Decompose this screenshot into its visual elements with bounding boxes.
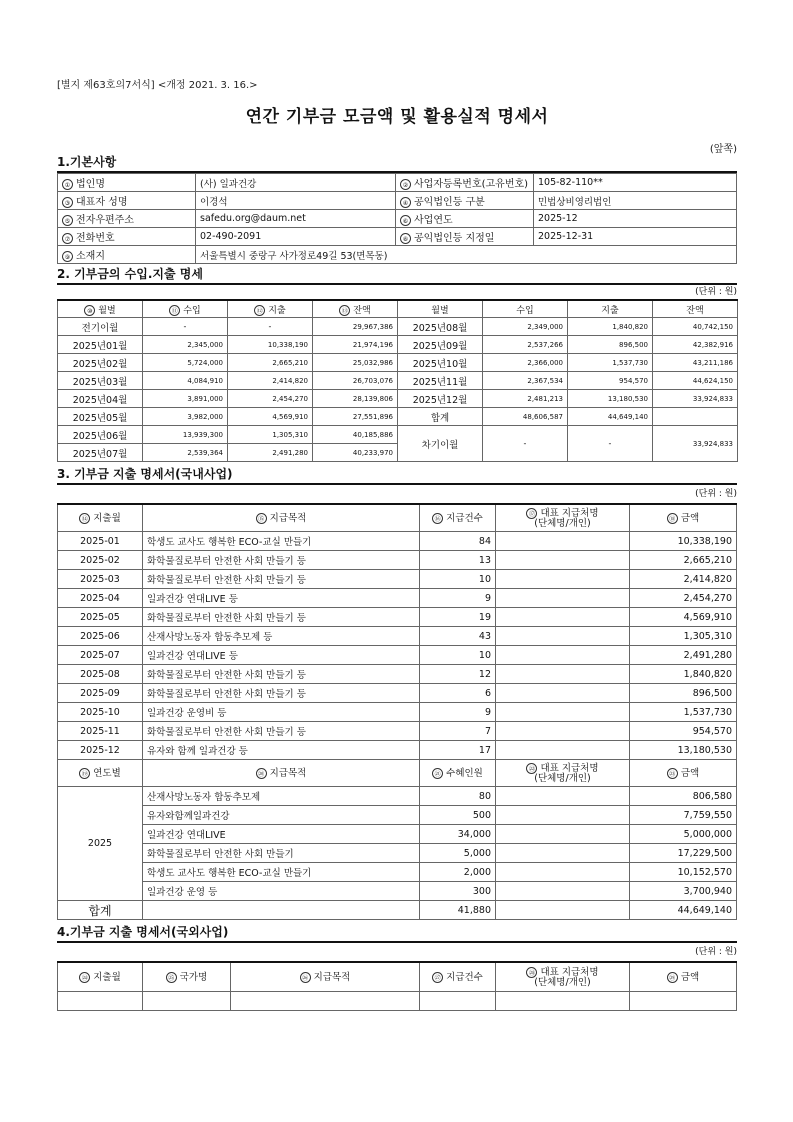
table-row: [58, 665, 737, 684]
purpose: 학생도 교사도 행복한 ECO-교실 만들기: [143, 532, 420, 551]
expense-month: 2025-06: [58, 627, 143, 646]
month-row: [58, 426, 738, 444]
amount: 13,180,530: [630, 741, 737, 760]
field-label-cell: [58, 174, 196, 192]
amount: 2,454,270: [630, 589, 737, 608]
amount: 806,580: [630, 787, 737, 806]
table-row: [58, 703, 737, 722]
count: 19: [420, 608, 496, 627]
field-label: 금액: [680, 767, 700, 779]
amount: 2,665,210: [630, 551, 737, 570]
item-number: ⑦: [62, 233, 73, 244]
expense-month: 2025-04: [58, 589, 143, 608]
total-row: [58, 901, 737, 920]
col-count: ㉗ 지급건수: [420, 962, 496, 992]
count: 10: [420, 646, 496, 665]
field-label: 공익법인등 지정일: [414, 233, 495, 244]
col-country: ㉕ 국가명: [143, 962, 231, 992]
representative: [496, 806, 630, 825]
col-amount: ㉙ 금액: [630, 962, 737, 992]
income-value: 2,366,000: [483, 354, 568, 372]
income-value: 48,606,587: [483, 408, 568, 426]
table-row: [58, 684, 737, 703]
field-label: 전자우편주소: [76, 215, 134, 226]
col-expense-month: ⑭ 지출월: [58, 504, 143, 532]
item-number: ⑲: [79, 768, 90, 779]
section2-unit: (단위 : 원): [695, 287, 737, 297]
field-label-cell: [396, 174, 534, 192]
month-row: [58, 372, 738, 390]
amount: 3,700,940: [630, 882, 737, 901]
balance-value: 25,032,986: [313, 354, 398, 372]
count: 7: [420, 722, 496, 741]
balance-value: 33,924,833: [653, 390, 738, 408]
amount: 10,152,570: [630, 863, 737, 882]
expense-value: 1,537,730: [568, 354, 653, 372]
table-row: [58, 551, 737, 570]
amount: 954,570: [630, 722, 737, 741]
field-label: (단체명/개인): [534, 772, 591, 784]
field-value: 이경석: [196, 192, 396, 210]
count: 6: [420, 684, 496, 703]
expense-month: 2025-09: [58, 684, 143, 703]
field-label: 전화번호: [76, 233, 115, 244]
month-row: [58, 408, 738, 426]
field-value: 민법상비영리법인: [534, 192, 737, 210]
month-label: 2025년05월: [58, 408, 143, 426]
balance-value: 29,967,386: [313, 318, 398, 336]
beneficiaries: 500: [420, 806, 496, 825]
beneficiaries: 5,000: [420, 844, 496, 863]
field-value: 2025-12-31: [534, 228, 737, 246]
representative: [496, 532, 630, 551]
balance-value: 44,624,150: [653, 372, 738, 390]
document-title: 연간 기부금 모금액 및 활용실적 명세서: [245, 107, 549, 127]
representative: [496, 863, 630, 882]
expense-value: 2,665,210: [228, 354, 313, 372]
col-rep: ㉘ 대표 지급처명 (단체명/개인): [496, 962, 630, 992]
representative: [496, 825, 630, 844]
table-row: [58, 646, 737, 665]
total-label: 합계: [58, 901, 143, 920]
info-row: [58, 210, 737, 228]
table-row: [58, 627, 737, 646]
expense-value: 1,305,310: [228, 426, 313, 444]
expense-value: 10,338,190: [228, 336, 313, 354]
amount: 5,000,000: [630, 825, 737, 844]
amount: 2,491,280: [630, 646, 737, 665]
expense-month: 2025-05: [58, 608, 143, 627]
field-label: 연도별: [93, 767, 121, 779]
field-label: 대표자 성명: [76, 197, 128, 208]
item-number: ①: [62, 179, 73, 190]
carry-over-label: 차기이월: [398, 426, 483, 462]
count: 12: [420, 665, 496, 684]
month-row: [58, 390, 738, 408]
expense-value: 13,180,530: [568, 390, 653, 408]
address-row: [58, 246, 737, 264]
beneficiaries: 300: [420, 882, 496, 901]
income-value: 2,345,000: [143, 336, 228, 354]
representative: [496, 570, 630, 589]
balance-value: 27,551,896: [313, 408, 398, 426]
field-label: 소재지: [76, 251, 105, 262]
count: 10: [420, 570, 496, 589]
col-rep: [496, 760, 630, 787]
expense-value: 1,840,820: [568, 318, 653, 336]
expense-value: 4,569,910: [228, 408, 313, 426]
item-number: ㉒: [526, 763, 537, 774]
col-expense-2: 지출: [568, 300, 653, 318]
balance-value: [653, 408, 738, 426]
field-label-cell: [58, 192, 196, 210]
month-row: [58, 318, 738, 336]
total-count: 41,880: [420, 901, 496, 920]
purpose: 화학물질로부터 안전한 사회 만들기 등: [143, 551, 420, 570]
col-beneficiaries: [420, 760, 496, 787]
section1-title: 1.기본사항: [57, 154, 737, 173]
count: 9: [420, 703, 496, 722]
count: 43: [420, 627, 496, 646]
field-label: 수혜인원: [446, 767, 483, 779]
expense-month: 2025-08: [58, 665, 143, 684]
amount: 1,305,310: [630, 627, 737, 646]
field-label: 대표 지급처명: [540, 762, 599, 774]
col-expense: ⑫ 지출: [228, 300, 313, 318]
field-value: safedu.org@daum.net: [196, 210, 396, 228]
field-label: 사업연도: [414, 215, 453, 226]
table-row: [58, 589, 737, 608]
purpose: 학생도 교사도 행복한 ECO-교실 만들기: [143, 863, 420, 882]
balance-value: 21,974,196: [313, 336, 398, 354]
purpose: 일과건강 연대LIVE 등: [143, 646, 420, 665]
balance-value: 40,185,886: [313, 426, 398, 444]
basic-info-table: [57, 173, 737, 264]
representative: [496, 665, 630, 684]
purpose: 산재사망노동자 합동추모제 등: [143, 627, 420, 646]
side-note: (앞쪽): [709, 144, 737, 155]
month-row: [58, 354, 738, 372]
year-label: 2025: [58, 787, 143, 901]
month-label: 2025년12월: [398, 390, 483, 408]
field-value: 105-82-110**: [534, 174, 737, 192]
amount: 7,759,550: [630, 806, 737, 825]
count: 17: [420, 741, 496, 760]
yearly-row: [58, 825, 737, 844]
month-label: 2025년07월: [58, 444, 143, 462]
representative: [496, 787, 630, 806]
representative: [496, 646, 630, 665]
document-page: [57, 76, 737, 1011]
item-number: ⑳: [256, 768, 267, 779]
expense-month: 2025-11: [58, 722, 143, 741]
yearly-row: [58, 844, 737, 863]
month-label: 2025년08월: [398, 318, 483, 336]
col-income: ⑪ 수입: [143, 300, 228, 318]
field-label-cell: [396, 228, 534, 246]
item-number: ㉓: [667, 768, 678, 779]
item-number: ⑥: [400, 215, 411, 226]
field-label: 사업자등록번호(고유번호): [414, 179, 529, 190]
empty-cell: [496, 901, 630, 920]
representative: [496, 722, 630, 741]
col-amount: [630, 760, 737, 787]
col-amount: ⑱ 금액: [630, 504, 737, 532]
month-label: 2025년10월: [398, 354, 483, 372]
item-number: ⑨: [62, 251, 73, 262]
expense-value: 2,491,280: [228, 444, 313, 462]
domestic-expense-table: [57, 503, 737, 920]
section2-title: 2. 기부금의 수입.지출 명세: [57, 266, 737, 285]
total-amount: 44,649,140: [630, 901, 737, 920]
yearly-row: [58, 863, 737, 882]
income-value: 13,939,300: [143, 426, 228, 444]
field-label-cell: [58, 210, 196, 228]
field-value: 02-490-2091: [196, 228, 396, 246]
month-label: 2025년02월: [58, 354, 143, 372]
expense-month: 2025-12: [58, 741, 143, 760]
expense-month: 2025-01: [58, 532, 143, 551]
field-label: 지급목적: [269, 767, 307, 779]
amount: 1,537,730: [630, 703, 737, 722]
month-label: 2025년09월: [398, 336, 483, 354]
col-balance-2: 잔액: [653, 300, 738, 318]
field-value: (사) 일과건강: [196, 174, 396, 192]
col-month-2: 월별: [398, 300, 483, 318]
purpose: 화학물질로부터 안전한 사회 만들기: [143, 844, 420, 863]
expense-value: 2,414,820: [228, 372, 313, 390]
income-value: -: [143, 318, 228, 336]
purpose: 화학물질로부터 안전한 사회 만들기 등: [143, 722, 420, 741]
amount: 4,569,910: [630, 608, 737, 627]
month-label: 전기이월: [58, 318, 143, 336]
yearly-row: [58, 882, 737, 901]
income-value: 2,349,000: [483, 318, 568, 336]
income-value: 2,539,364: [143, 444, 228, 462]
section4-title: 4.기부금 지출 명세서(국외사업): [57, 924, 737, 943]
expense-value: 44,649,140: [568, 408, 653, 426]
purpose: 일과건강 운영 등: [143, 882, 420, 901]
col-income-2: 수입: [483, 300, 568, 318]
section3-unit: (단위 : 원): [695, 489, 737, 499]
income-value: 3,891,000: [143, 390, 228, 408]
col-count: ⑯ 지급건수: [420, 504, 496, 532]
section4-unit: (단위 : 원): [695, 947, 737, 957]
balance-value: 42,382,916: [653, 336, 738, 354]
balance-value: 40,233,970: [313, 444, 398, 462]
yearly-header-row: [58, 760, 737, 787]
table-row: [58, 570, 737, 589]
amount: 2,414,820: [630, 570, 737, 589]
yearly-row: [58, 787, 737, 806]
item-number: ④: [400, 197, 411, 208]
representative: [496, 844, 630, 863]
representative: [496, 684, 630, 703]
income-value: -: [483, 426, 568, 462]
representative: [496, 882, 630, 901]
beneficiaries: 2,000: [420, 863, 496, 882]
amount: 1,840,820: [630, 665, 737, 684]
expense-value: 2,454,270: [228, 390, 313, 408]
beneficiaries: 34,000: [420, 825, 496, 844]
item-number: ⑧: [400, 233, 411, 244]
purpose: 일과건강 운영비 등: [143, 703, 420, 722]
income-value: 3,982,000: [143, 408, 228, 426]
col-purpose: ㉖ 지급목적: [231, 962, 420, 992]
balance-value: 33,924,833: [653, 426, 738, 462]
col-rep: ⑰ 대표 지급처명 (단체명/개인): [496, 504, 630, 532]
month-label: 2025년04월: [58, 390, 143, 408]
income-value: 4,084,910: [143, 372, 228, 390]
count: 13: [420, 551, 496, 570]
month-label: 2025년01월: [58, 336, 143, 354]
amount: 10,338,190: [630, 532, 737, 551]
item-number: ③: [62, 197, 73, 208]
income-value: 2,481,213: [483, 390, 568, 408]
month-row: [58, 336, 738, 354]
total-label: 합계: [398, 408, 483, 426]
purpose: 유자와 함께 일과건강 등: [143, 741, 420, 760]
amount: 896,500: [630, 684, 737, 703]
representative: [496, 741, 630, 760]
purpose: 화학물질로부터 안전한 사회 만들기 등: [143, 684, 420, 703]
expense-value: 954,570: [568, 372, 653, 390]
overseas-expense-table: [57, 961, 737, 1011]
table-row: [58, 532, 737, 551]
representative: [496, 627, 630, 646]
purpose: 화학물질로부터 안전한 사회 만들기 등: [143, 570, 420, 589]
info-row: [58, 192, 737, 210]
beneficiaries: 80: [420, 787, 496, 806]
item-number: ②: [400, 179, 411, 190]
month-label: 2025년03월: [58, 372, 143, 390]
purpose: 산재사망노동자 합동추모제: [143, 787, 420, 806]
balance-value: 40,742,150: [653, 318, 738, 336]
field-label-cell: [396, 192, 534, 210]
item-number: ㉑: [432, 768, 443, 779]
count: 9: [420, 589, 496, 608]
representative: [496, 703, 630, 722]
income-value: 2,537,266: [483, 336, 568, 354]
balance-value: 43,211,186: [653, 354, 738, 372]
field-label-cell: [58, 246, 196, 264]
count: 84: [420, 532, 496, 551]
month-label: 2025년11월: [398, 372, 483, 390]
amount: 17,229,500: [630, 844, 737, 863]
purpose: 유자와함께일과건강: [143, 806, 420, 825]
income-value: 2,367,534: [483, 372, 568, 390]
table-row: [58, 741, 737, 760]
col-purpose: [143, 760, 420, 787]
info-row: [58, 174, 737, 192]
address-value: 서울특별시 중랑구 사가정로49길 53(면목동): [196, 246, 737, 264]
item-number: ⑤: [62, 215, 73, 226]
field-label-cell: [396, 210, 534, 228]
table-row: [58, 608, 737, 627]
info-row: [58, 228, 737, 246]
representative: [496, 589, 630, 608]
table-row: [58, 722, 737, 741]
expense-value: -: [228, 318, 313, 336]
balance-value: 28,139,806: [313, 390, 398, 408]
expense-month: 2025-03: [58, 570, 143, 589]
empty-cell: [143, 901, 420, 920]
purpose: 일과건강 연대LIVE: [143, 825, 420, 844]
purpose: 화학물질로부터 안전한 사회 만들기 등: [143, 608, 420, 627]
col-year: [58, 760, 143, 787]
expense-month: 2025-07: [58, 646, 143, 665]
representative: [496, 551, 630, 570]
field-label: 법인명: [76, 179, 105, 190]
expense-value: -: [568, 426, 653, 462]
col-month: ⑩ 월별: [58, 300, 143, 318]
field-label-cell: [58, 228, 196, 246]
income-expense-table: [57, 299, 738, 462]
section3-title: 3. 기부금 지출 명세서(국내사업): [57, 466, 737, 485]
col-expense-month: ㉔ 지출월: [58, 962, 143, 992]
purpose: 화학물질로부터 안전한 사회 만들기 등: [143, 665, 420, 684]
yearly-row: [58, 806, 737, 825]
expense-month: 2025-02: [58, 551, 143, 570]
col-purpose: ⑮ 지급목적: [143, 504, 420, 532]
field-label: 공익법인등 구분: [414, 197, 485, 208]
month-label: 2025년06월: [58, 426, 143, 444]
empty-row: [58, 992, 737, 1011]
form-reference: [별지 제63호의7서식] <개정 2021. 3. 16.>: [57, 80, 258, 91]
purpose: 일과건강 연대LIVE 등: [143, 589, 420, 608]
expense-value: 896,500: [568, 336, 653, 354]
representative: [496, 608, 630, 627]
balance-value: 26,703,076: [313, 372, 398, 390]
col-balance: ⑬ 잔액: [313, 300, 398, 318]
income-value: 5,724,000: [143, 354, 228, 372]
field-value: 2025-12: [534, 210, 737, 228]
expense-month: 2025-10: [58, 703, 143, 722]
